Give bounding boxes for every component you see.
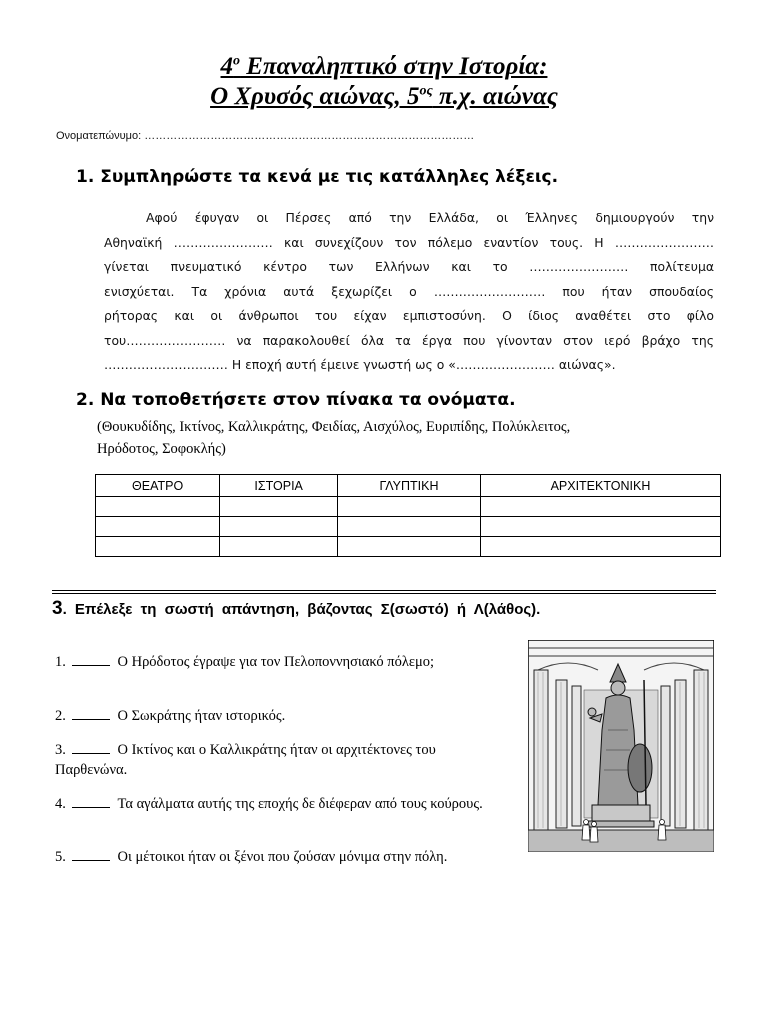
section3-heading: 3. Επέλεξε τη σωστή απάντηση, βάζοντας Σ(σωστό) ή Λ(λάθος). <box>52 598 541 619</box>
question-item: 2. Ο Σωκράτης ήταν ιστορικός. <box>55 708 286 724</box>
table-row <box>96 497 721 517</box>
answer-blank[interactable] <box>72 653 110 666</box>
column-header-sculpture: ΓΛΥΠΤΙΚΗ <box>338 475 481 497</box>
table-cell[interactable] <box>96 517 220 537</box>
answer-blank[interactable] <box>72 795 110 808</box>
column-header-history: ΙΣΤΟΡΙΑ <box>220 475 338 497</box>
table-row <box>96 517 721 537</box>
table-cell[interactable] <box>338 537 481 557</box>
section-divider <box>52 590 716 591</box>
table-row <box>96 537 721 557</box>
athena-statue-illustration-icon <box>528 640 714 852</box>
table-cell[interactable] <box>96 497 220 517</box>
names-list-line: Ηρόδοτος, Σοφοκλής) <box>97 441 226 457</box>
page-title-line1: $4^o$ Επαναληπτικό στην Ιστορία: <box>220 53 548 80</box>
column-header-theatre: ΘΕΑΤΡΟ <box>96 475 220 497</box>
names-list <box>97 416 707 460</box>
paragraph-line: του…………………… να παρακολουθεί όλα τα έργα που γίνονταν στον ιερό βράχο της <box>104 332 714 348</box>
question-item: 1. Ο Ηρόδοτος έγραψε για τον Πελοποννησιακό πόλεμο; <box>55 654 435 670</box>
table-cell[interactable] <box>220 517 338 537</box>
table-cell[interactable] <box>96 537 220 557</box>
question-item: 3. Ο Ικτίνος και ο Καλλικράτης ήταν οι αρχιτέκτονες του Παρθενώνα. <box>55 742 436 778</box>
column-header-architecture: ΑΡΧΙΤΕΚΤΟΝΙΚΗ <box>480 475 720 497</box>
question-item: 4. Τα αγάλματα αυτής της εποχής δε διέφεραν από τους κούρους. <box>55 796 483 812</box>
paragraph-line: ………………………… Η εποχή αυτή έμεινε γνωστή ως ο «…………………… αιώνας». <box>104 357 616 372</box>
names-list-line: (Θουκυδίδης, Ικτίνος, Καλλικράτης, Φειδίας, Αισχύλος, Ευριπίδης, Πολύκλειτος, <box>97 419 571 435</box>
section-divider <box>52 593 716 594</box>
page-title-line2: Ο Χρυσός αιώνας, $5^{o\varsigma}$ π.χ. αιώνας <box>210 83 558 110</box>
section1-heading: 1. Συμπληρώστε τα κενά με τις κατάλληλες λέξεις. <box>76 167 559 187</box>
answer-blank[interactable] <box>72 707 110 720</box>
paragraph-line: Αφού έφυγαν οι Πέρσες από την Ελλάδα, οι Έλληνες δημιουργούν την <box>146 210 714 225</box>
table-cell[interactable] <box>480 497 720 517</box>
table-cell[interactable] <box>338 517 481 537</box>
table-header-row <box>96 475 721 497</box>
question-item: 5. Οι μέτοικοι ήταν οι ξένοι που ζούσαν μόνιμα στην πόλη. <box>55 849 448 865</box>
table-cell[interactable] <box>480 517 720 537</box>
sorting-table <box>95 474 721 557</box>
table-cell[interactable] <box>220 497 338 517</box>
section2-heading: 2. Να τοποθετήσετε στον πίνακα τα ονόματα. <box>76 390 516 410</box>
table-cell[interactable] <box>220 537 338 557</box>
student-name-line[interactable]: Ονοματεπώνυμο: ……………………………………………………………………………… <box>56 130 475 142</box>
paragraph-line: γίνεται πνευματικό κέντρο των Ελλήνων και το …………………… πολίτευμα <box>104 259 714 274</box>
table-cell[interactable] <box>480 537 720 557</box>
fill-in-paragraph <box>104 206 714 378</box>
paragraph-line: ενισχύεται. Τα χρόνια αυτά ξεχωρίζει ο ……………………… που ήταν σπουδαίος <box>104 283 714 299</box>
answer-blank[interactable] <box>72 741 110 754</box>
table-cell[interactable] <box>338 497 481 517</box>
paragraph-line: ρήτορας και οι άνθρωποι του είχαν εμπιστοσύνη. Ο ίδιος αναθέτει στο φίλο <box>104 308 714 323</box>
paragraph-line: Αθηναϊκή …………………… και συνεχίζουν τον πόλεμο εναντίον τους. Η …………………… <box>104 234 714 250</box>
answer-blank[interactable] <box>72 848 110 861</box>
